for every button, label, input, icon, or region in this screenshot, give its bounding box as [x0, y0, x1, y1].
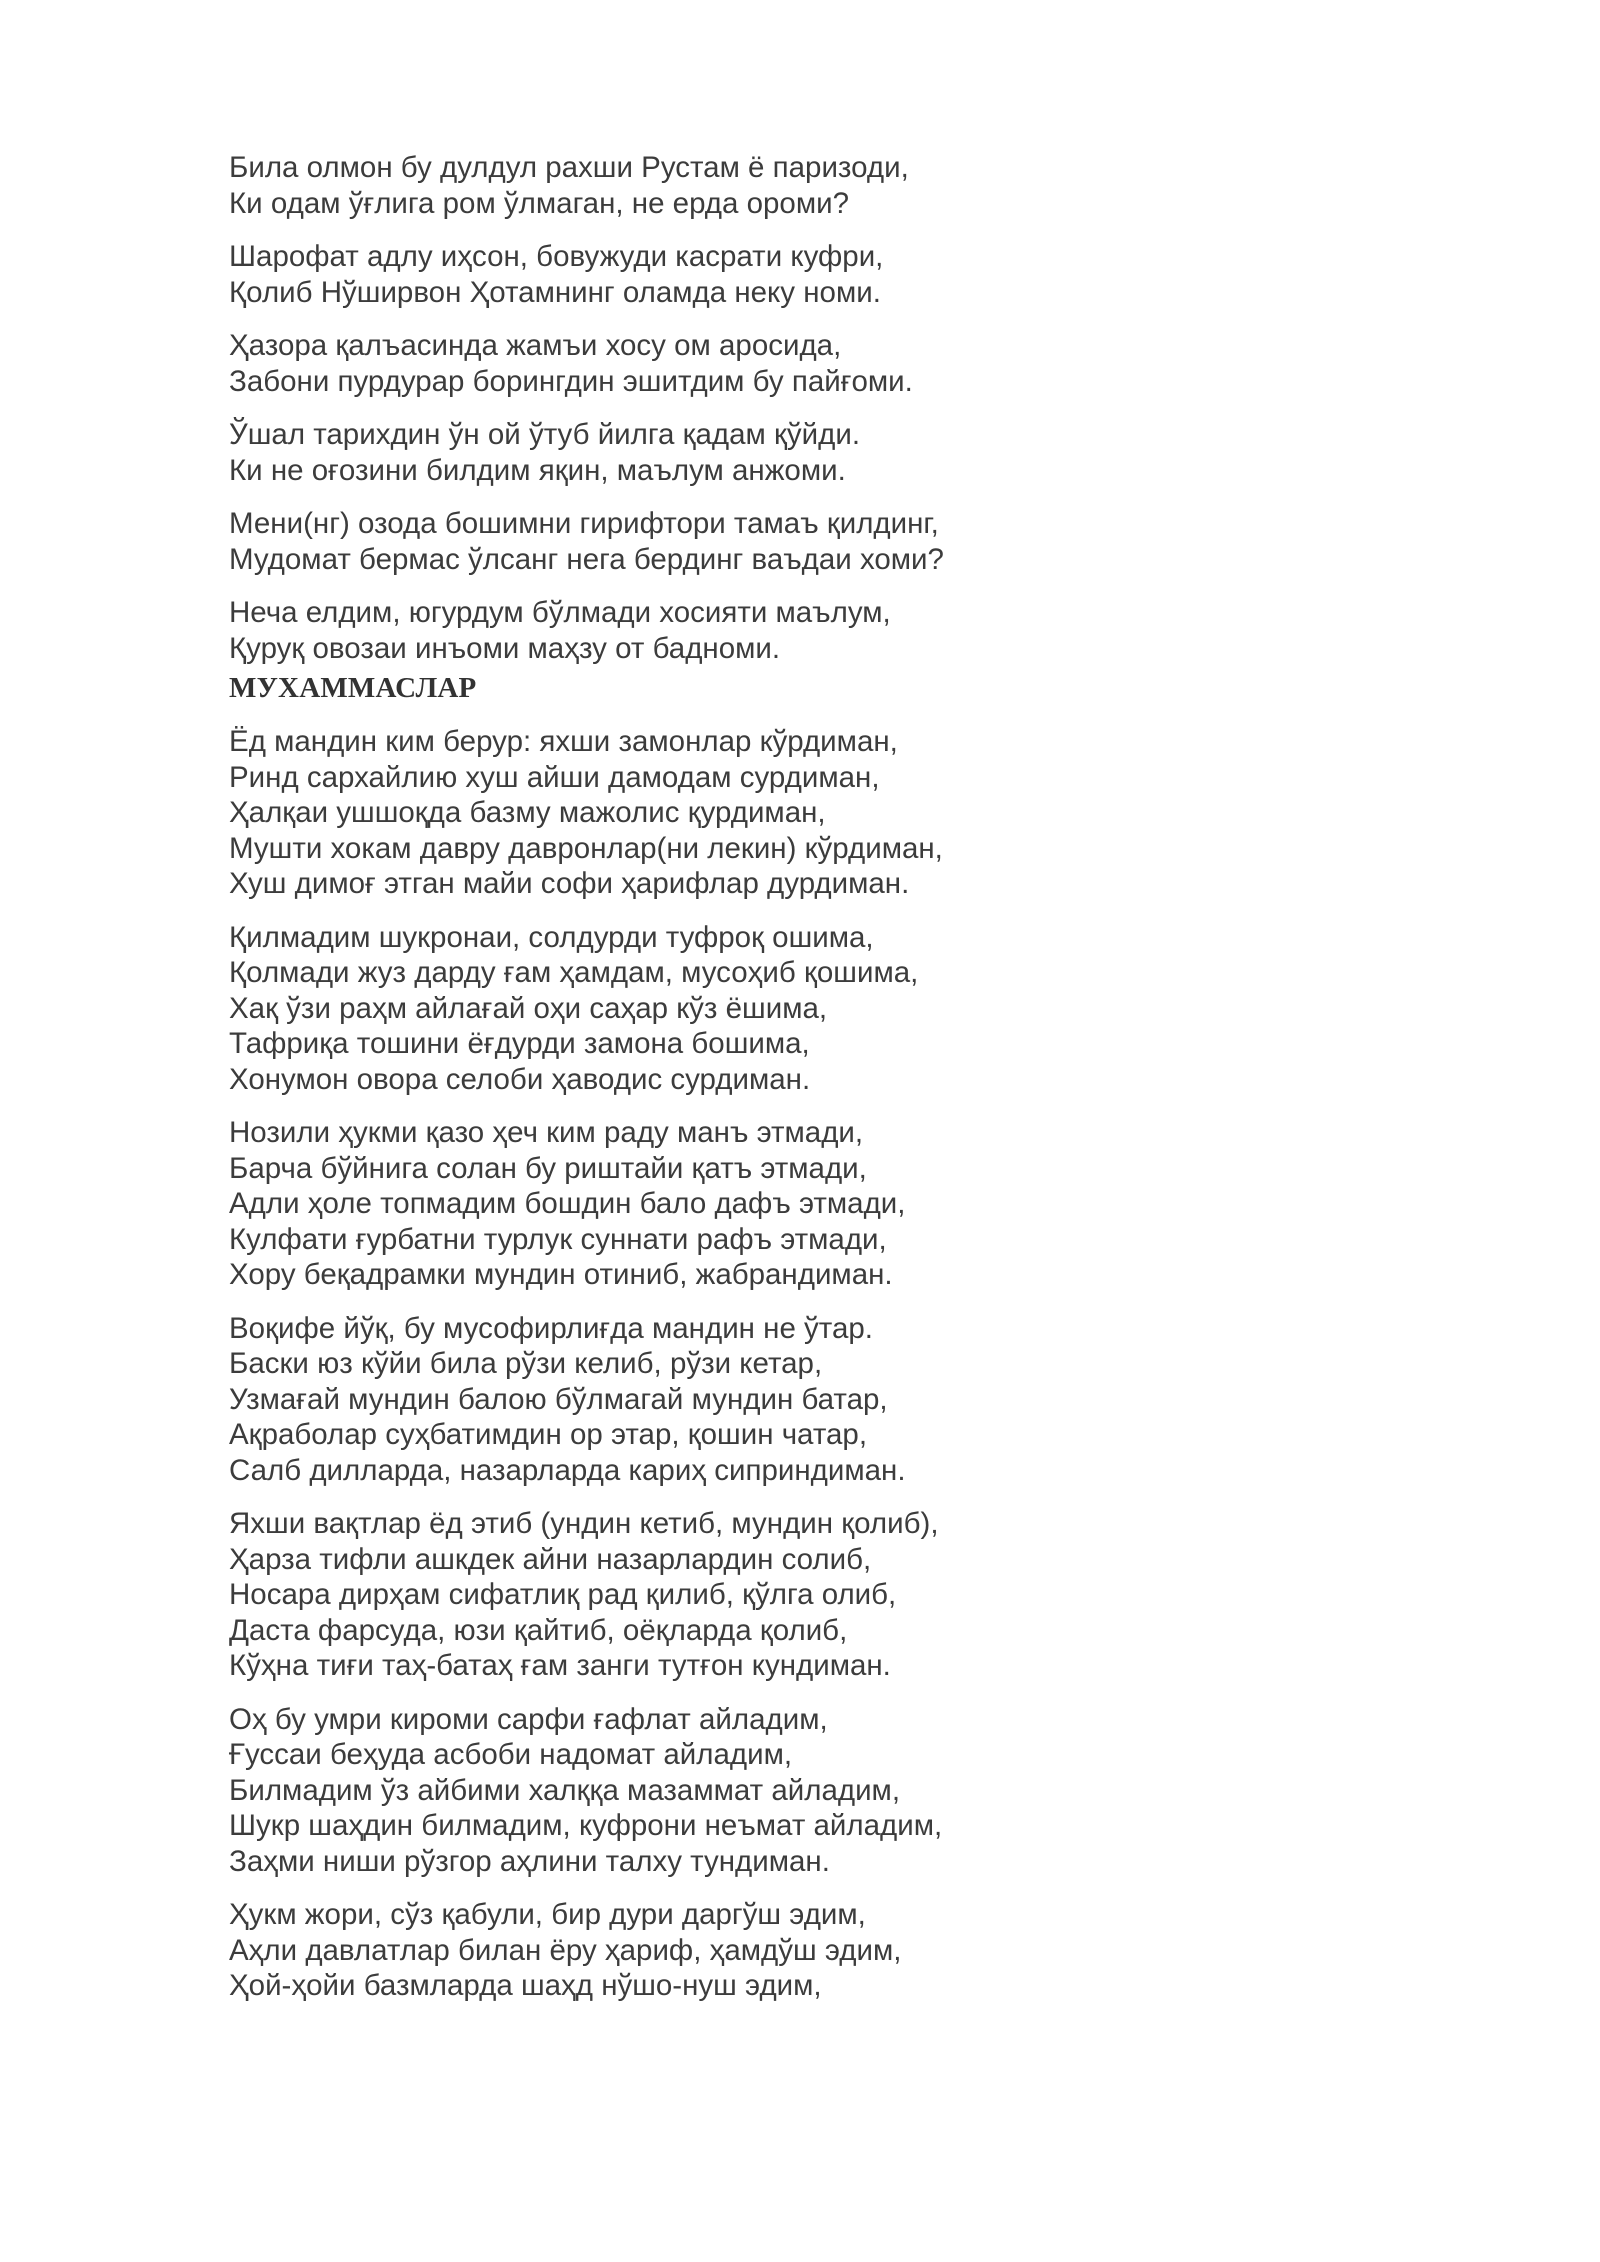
verse-line: Даста фарсуда, юзи қайтиб, оёқларда қолиб, [229, 1613, 848, 1647]
verse-line: Оҳ бу умри кироми сарфи ғафлат айладим, [229, 1702, 828, 1736]
verse-line: Мудомат бермас ўлсанг нега бердинг ваъдаи хоми? [229, 542, 944, 576]
ghazal-stanza [229, 150, 1429, 221]
verse-line: Яхши вақтлар ёд этиб (ундин кетиб, мундин қолиб), [229, 1507, 939, 1540]
verse-line: Била олмон бу дулдул рахши Рустам ё паризоди, [229, 151, 909, 184]
mukhammas-stanza [229, 1702, 1429, 1880]
mukhammas-stanza [229, 1311, 1429, 1489]
verse-line: Шукр шаҳдин билмадим, куфрони неъмат айладим, [229, 1809, 943, 1842]
section-heading: МУХАММАСЛАР [229, 672, 477, 704]
verse-line: Нозили ҳукми қазо ҳеч ким раду манъ этмади, [229, 1116, 864, 1149]
verse-line: Баски юз кўйи била рўзи келиб, рўзи кетар, [229, 1347, 823, 1380]
verse-line: Ҳарза тифли ашкдек айни назарлардин солиб, [229, 1542, 872, 1576]
verse-line: Носара дирҳам сифатлиқ рад қилиб, қўлга олиб, [229, 1578, 897, 1611]
verse-line: Ки одам ўғлига ром ўлмаган, не ерда ороми? [229, 186, 850, 220]
mukhammas-stanza [229, 920, 1429, 1098]
verse-line: Неча елдим, югурдум бўлмади хосияти маълум, [229, 596, 891, 629]
verse-line: Ки не оғозини билдим яқин, маълум анжоми. [229, 453, 846, 487]
verse-line: Хуш димоғ этган майи софи ҳарифлар дурдиман. [229, 867, 910, 900]
verse-line: Тафриқа тошини ёғдурди замона бошима, [229, 1027, 810, 1060]
verse-line: Ҳукм жори, сўз қабули, бир дури даргўш эдим, [229, 1898, 866, 1931]
verse-line: Заҳми ниши рўзгор аҳлини талху тундиман. [229, 1844, 830, 1878]
mukhammas-stanza [229, 1506, 1429, 1684]
ghazal-stanza [229, 328, 1429, 399]
verse-line: Ринд сархайлию хуш айши дамодам сурдиман, [229, 760, 880, 794]
mukhammas-stanza [229, 1897, 1429, 2004]
ghazal-stanza [229, 595, 1429, 666]
verse-line: Қолмади жуз дарду ғам ҳамдам, мусоҳиб қошима, [229, 956, 919, 989]
verse-line: Аҳли давлатлар билан ёру ҳариф, ҳамдўш эдим, [229, 1933, 902, 1967]
verse-line: Забони пурдурар борингдин эшитдим бу пайғоми. [229, 364, 913, 398]
verse-line: Хақ ўзи раҳм айлағай оҳи саҳар кўз ёшима, [229, 991, 828, 1025]
ghazal-section [229, 150, 1429, 666]
verse-line: Кулфати ғурбатни турлук суннати рафъ этмади, [229, 1222, 887, 1256]
mukhammas-stanza [229, 724, 1429, 902]
verse-line: Ўшал тарихдин ўн ой ўтуб йилга қадам қўйди. [229, 418, 861, 451]
verse-line: Ҳой-ҳойи базмларда шаҳд нўшо-нуш эдим, [229, 1969, 822, 2002]
verse-line: Хонумон овора селоби ҳаводис сурдиман. [229, 1062, 811, 1096]
ghazal-stanza [229, 506, 1429, 577]
verse-line: Шарофат адлу иҳсон, бовужуди касрати куфри, [229, 240, 884, 273]
ghazal-stanza [229, 417, 1429, 488]
verse-line: Ёд мандин ким берур: яхши замонлар кўрдиман, [229, 725, 898, 758]
verse-line: Ғуссаи беҳуда асбоби надомат айладим, [229, 1738, 793, 1771]
verse-line: Хору беқадрамки мундин отиниб, жабрандиман. [229, 1258, 893, 1291]
verse-line: Ҳазора қалъасинда жамъи хосу ом аросида, [229, 329, 842, 362]
verse-line: Кўҳна тиғи таҳ-батаҳ ғам занги тутғон кундиман. [229, 1649, 891, 1682]
ghazal-stanza [229, 239, 1429, 310]
mukhammas-section [229, 724, 1429, 2004]
mukhammas-stanza [229, 1115, 1429, 1293]
verse-line: Адли ҳоле топмадим бошдин бало дафъ этмади, [229, 1187, 906, 1220]
verse-line: Қолиб Нўширвон Ҳотамнинг оламда неку номи. [229, 275, 881, 309]
verse-line: Мени(нг) озода бошимни гирифтори тамаъ қилдинг, [229, 507, 939, 540]
verse-line: Салб дилларда, назарларда кариҳ сиприндиман. [229, 1453, 906, 1487]
verse-line: Мушти хокам давру давронлар(ни лекин) кўрдиман, [229, 831, 943, 865]
verse-line: Барча бўйнига солан бу риштайи қатъ этмади, [229, 1151, 867, 1185]
verse-line: Ақраболар суҳбатимдин ор этар, қошин чатар, [229, 1418, 868, 1451]
verse-line: Билмадим ўз айбими халққа мазаммат айладим, [229, 1773, 901, 1807]
document-page [229, 150, 1429, 2022]
verse-line: Қилмадим шукронаи, солдурди туфроқ ошима, [229, 920, 874, 954]
verse-line: Воқифе йўқ, бу мусофирлиғда мандин не ўтар. [229, 1311, 873, 1345]
verse-line: Ҳалқаи ушшоқда базму мажолис қурдиман, [229, 796, 826, 829]
verse-line: Қуруқ овозаи инъоми маҳзу от бадноми. [229, 631, 781, 665]
verse-line: Узмағай мундин балою бўлмагай мундин батар, [229, 1382, 888, 1416]
